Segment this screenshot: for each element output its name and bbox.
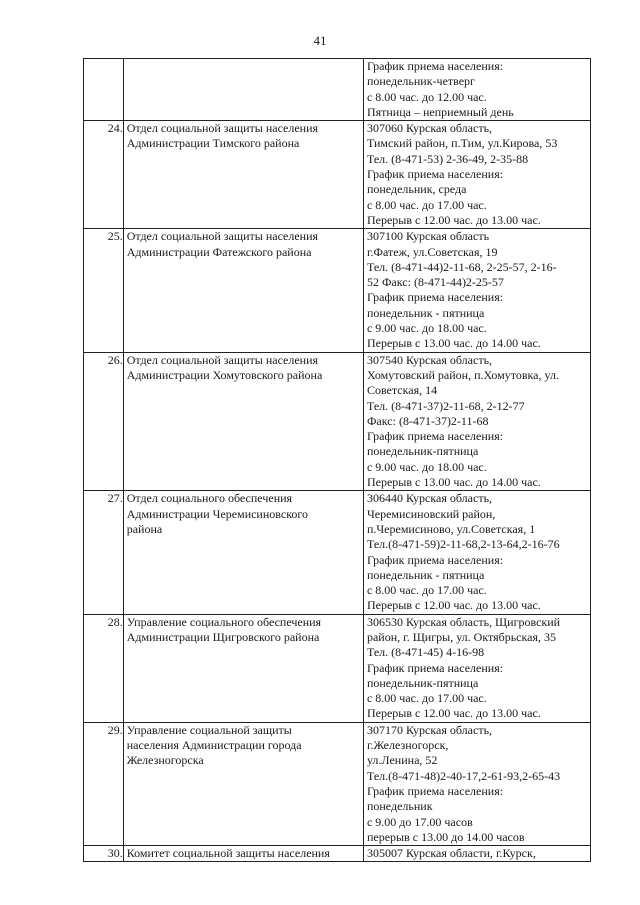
table-row	[84, 722, 591, 845]
contact-info-line: График приема населения:	[366, 59, 504, 73]
contact-info-cell	[363, 846, 590, 862]
contact-info-line: 307100 Курская область	[366, 229, 490, 244]
contact-info-line: Тел.(8-471-48)2-40-17,2-61-93,2-65-43	[366, 768, 561, 783]
organization-name-line: Отдел социальной защиты населения	[126, 229, 319, 244]
contact-info-line: Советская, 14	[366, 383, 438, 398]
organization-name-line: Администрации Тимского района	[126, 136, 300, 151]
contact-info-cell	[363, 352, 590, 491]
contact-info-line: График приема населения:	[366, 429, 504, 444]
row-number: 27.	[84, 491, 124, 614]
row-number: 30.	[84, 846, 124, 862]
contact-info-line: понедельник, среда	[366, 182, 467, 197]
contact-info-line: Тел. (8-471-45) 4-16-98	[366, 645, 485, 660]
contact-info-line: Тел. (8-471-53) 2-36-49, 2-35-88	[366, 151, 529, 166]
table-row	[84, 121, 591, 229]
contact-info-cell	[363, 491, 590, 614]
contact-info-line: Перерыв с 13.00 час. до 14.00 час.	[366, 475, 541, 490]
contact-info-line: Тел.(8-471-59)2-11-68,2-13-64,2-16-76	[366, 537, 560, 552]
row-number: 28.	[84, 614, 124, 722]
organization-name-line: Отдел социального обеспечения	[126, 491, 293, 506]
contact-info-line: перерыв с 13.00 до 14.00 часов	[366, 829, 525, 844]
offices-table	[83, 58, 591, 862]
organization-name-line: района	[126, 521, 163, 536]
row-number	[84, 59, 124, 121]
contact-info-cell	[363, 59, 590, 121]
contact-info-line: График приема населения:	[366, 167, 504, 182]
contact-info-line: Тел. (8-471-44)2-11-68, 2-25-57, 2-16-	[366, 259, 557, 274]
contact-info-line: с 9.00 до 17.00 часов	[366, 814, 473, 829]
contact-info-line: Хомутовский район, п.Хомутовка, ул.	[366, 367, 559, 382]
offices-table-body	[84, 59, 591, 862]
row-number: 29.	[84, 722, 124, 845]
organization-name-line: Отдел социальной защиты населения	[126, 352, 319, 367]
contact-info-line: 307170 Курская область,	[366, 722, 493, 737]
contact-info-line: 306530 Курская область, Щигровский	[366, 614, 561, 629]
contact-info-line: График приема населения:	[366, 783, 504, 798]
table-row	[84, 229, 591, 352]
organization-name-line: Комитет социальной защиты населения	[126, 846, 330, 861]
organization-name-line: Управление социальной защиты	[126, 722, 292, 737]
contact-info-line: Черемисиновский район,	[366, 506, 496, 521]
organization-cell	[123, 121, 363, 229]
contact-info-line: район, г. Щигры, ул. Октябрьская, 35	[366, 629, 557, 644]
organization-name-line: Администрации Хомутовского района	[126, 367, 323, 382]
row-number: 24.	[84, 121, 124, 229]
contact-info-line: понедельник - пятница	[366, 305, 485, 320]
contact-info-line: График приема населения:	[366, 660, 504, 675]
contact-info-cell	[363, 229, 590, 352]
contact-info-line: 307060 Курская область,	[366, 121, 493, 136]
contact-info-line: г.Фатеж, ул.Советская, 19	[366, 244, 498, 259]
contact-info-line: ул.Ленина, 52	[366, 753, 438, 768]
contact-info-line: График приема населения:	[366, 290, 504, 305]
contact-info-line: с 8.00 час. до 12.00 час.	[366, 89, 487, 104]
contact-info-line: с 8.00 час. до 17.00 час.	[366, 197, 487, 212]
table-row	[84, 491, 591, 614]
organization-cell	[123, 59, 363, 121]
organization-cell	[123, 491, 363, 614]
contact-info-cell	[363, 121, 590, 229]
organization-name-line: населения Администрации города	[126, 738, 302, 753]
organization-cell	[123, 722, 363, 845]
contact-info-line: 307540 Курская область,	[366, 352, 493, 367]
contact-info-line: с 8.00 час. до 17.00 час.	[366, 583, 487, 598]
contact-info-line: понедельник-четверг	[366, 74, 475, 89]
table-row	[84, 614, 591, 722]
organization-cell	[123, 352, 363, 491]
contact-info-line: Пятница – неприемный день	[366, 104, 514, 119]
contact-info-line: понедельник - пятница	[366, 567, 485, 582]
contact-info-line: Перерыв с 12.00 час. до 13.00 час.	[366, 706, 541, 721]
table-row	[84, 846, 591, 862]
contact-info-line: 52 Факс: (8-471-44)2-25-57	[366, 275, 504, 290]
contact-info-line: с 8.00 час. до 17.00 час.	[366, 691, 487, 706]
row-number: 26.	[84, 352, 124, 491]
contact-info-line: Перерыв с 12.00 час. до 13.00 час.	[366, 598, 541, 613]
contact-info-line: п.Черемисиново, ул.Советская, 1	[366, 521, 536, 536]
contact-info-line: понедельник	[366, 799, 433, 814]
contact-info-line: понедельник-пятница	[366, 444, 479, 459]
contact-info-line: 306440 Курская область,	[366, 491, 493, 506]
contact-info-line: г.Железногорск,	[366, 738, 449, 753]
organization-name-line: Администрации Фатежского района	[126, 244, 312, 259]
organization-name-line: Администрации Черемисиновского	[126, 506, 309, 521]
contact-info-line: График приема населения:	[366, 552, 504, 567]
organization-name-line: Железногорска	[126, 753, 204, 768]
organization-name-line: Администрации Щигровского района	[126, 629, 320, 644]
page-number: 41	[313, 33, 327, 48]
organization-cell	[123, 229, 363, 352]
contact-info-cell	[363, 614, 590, 722]
table-row	[84, 59, 591, 121]
row-number: 25.	[84, 229, 124, 352]
contact-info-line: с 9.00 час. до 18.00 час.	[366, 459, 487, 474]
organization-cell	[123, 614, 363, 722]
contact-info-line: с 9.00 час. до 18.00 час.	[366, 321, 487, 336]
contact-info-line: Перерыв с 13.00 час. до 14.00 час.	[366, 336, 541, 351]
contact-info-line: Тел. (8-471-37)2-11-68, 2-12-77	[366, 398, 525, 413]
contact-info-line: Факс: (8-471-37)2-11-68	[366, 413, 489, 428]
contact-info-line: 305007 Курская области, г.Курск,	[366, 846, 536, 861]
contact-info-line: понедельник-пятница	[366, 675, 479, 690]
organization-name-line: Отдел социальной защиты населения	[126, 121, 319, 136]
organization-name-line: Управление социального обеспечения	[126, 614, 322, 629]
contact-info-line: Тимский район, п.Тим, ул.Кирова, 53	[366, 136, 558, 151]
contact-info-line: Перерыв с 12.00 час. до 13.00 час.	[366, 212, 541, 227]
organization-cell	[123, 846, 363, 862]
table-row	[84, 352, 591, 491]
contact-info-cell	[363, 722, 590, 845]
